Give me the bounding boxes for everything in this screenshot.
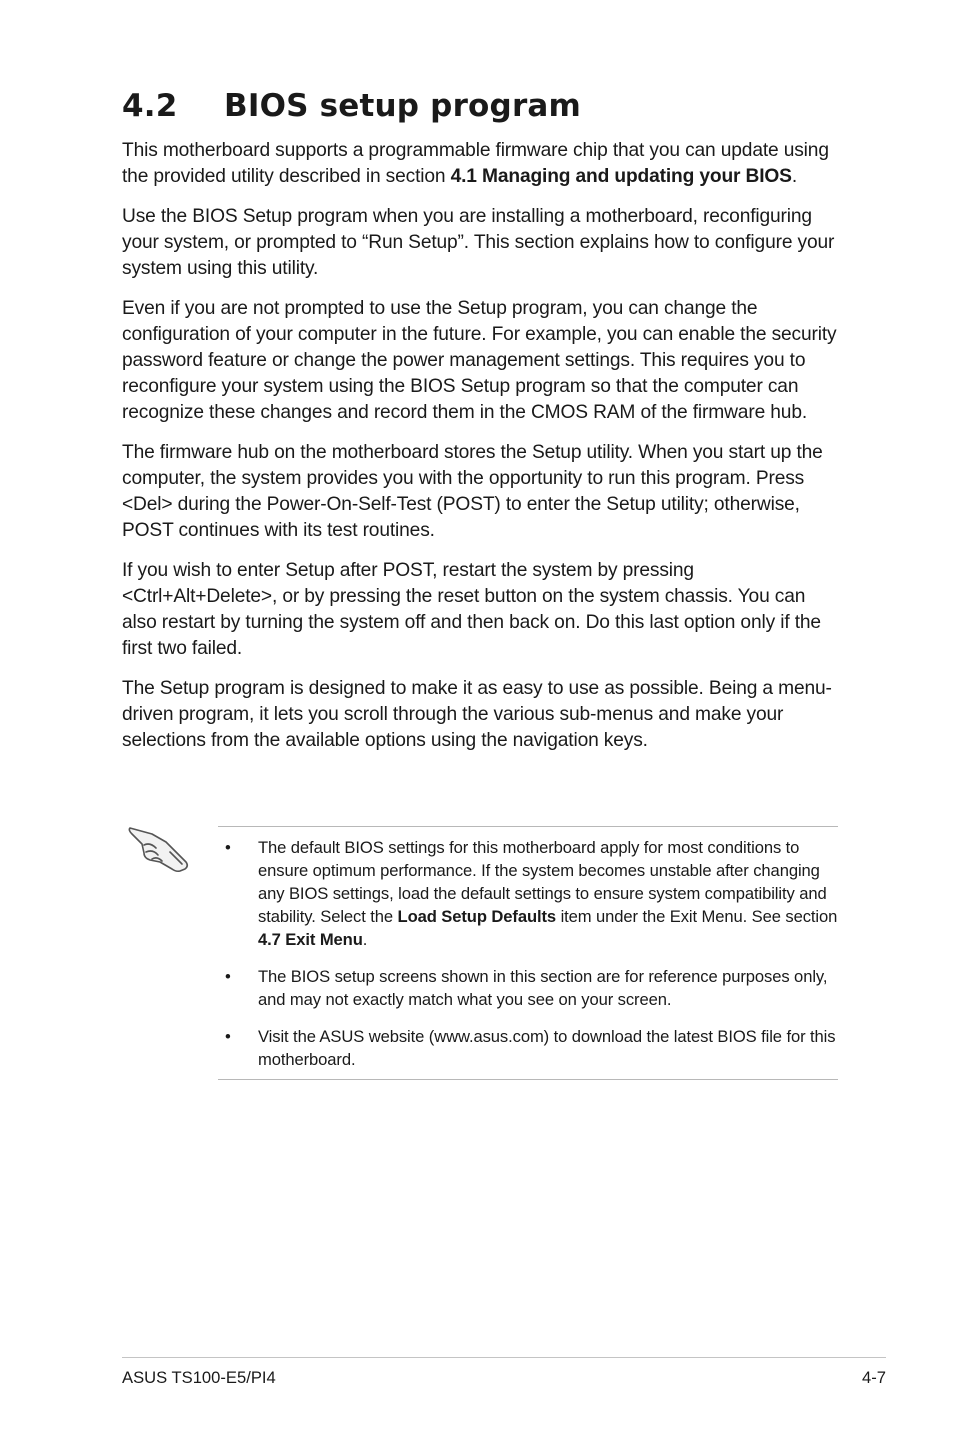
footer-divider: [122, 1357, 886, 1358]
note-item: [218, 965, 838, 1011]
bullet: •: [225, 838, 231, 857]
paragraph-3: Even if you are not prompted to use the Setup program, you can change the configuration of your computer in the future. For example, you can enable the security password feature or change the power management settings. This requires you to reconfigure your system using the BIOS Setup program so that the computer can recognize these changes and record them in the CMOS RAM of the firmware hub.: [122, 298, 837, 423]
load-setup-defaults-label: Load Setup Defaults: [397, 907, 557, 926]
note-item: [218, 1025, 838, 1071]
bullet: •: [225, 967, 231, 986]
paragraph-2: Use the BIOS Setup program when you are installing a motherboard, reconfiguring your system, or prompted to “Run Setup”. This section explains how to configure your system using this utility.: [122, 206, 835, 279]
note-box: [218, 826, 838, 1080]
exit-menu-reference: 4.7 Exit Menu: [258, 930, 363, 949]
paragraph-4: The firmware hub on the motherboard stores the Setup utility. When you start up the computer, the system provides you with the opportunity to run this program. Press <Del> during the Power-On-Self-Test (POST) to enter the Setup utility; otherwise, POST continues with its test routines.: [122, 442, 823, 541]
footer-page-number: 4-7: [862, 1368, 886, 1387]
body-text: [122, 138, 842, 768]
paragraph-1: [122, 138, 842, 190]
paragraph-6: The Setup program is designed to make it as easy to use as possible. Being a menu-driven program, it lets you scroll through the various sub-menus and make your selections from the available options using the navigation keys.: [122, 678, 832, 751]
section-reference: 4.1 Managing and updating your BIOS: [450, 166, 792, 187]
pointing-hand-icon: [126, 822, 192, 874]
note-item: [218, 836, 838, 951]
note-item-1-text-cont: item under the Exit Menu. See section: [556, 907, 838, 926]
section-title: BIOS setup program: [224, 88, 582, 124]
paragraph-5: If you wish to enter Setup after POST, restart the system by pressing <Ctrl+Alt+Delete>, or by pressing the reset button on the system chassis. You can also restart by turning the system off and then back on. Do this last option only if the first two failed.: [122, 560, 821, 659]
footer-product-name: ASUS TS100-E5/PI4: [122, 1368, 276, 1387]
paragraph-1-text: This motherboard supports a programmable firmware chip that you can update using the provided utility described in section: [122, 140, 829, 187]
note-item-3-text: Visit the ASUS website (www.asus.com) to download the latest BIOS file for this motherboard.: [258, 1027, 836, 1069]
note-item-1-end: .: [362, 930, 368, 949]
note-item-2-text: The BIOS setup screens shown in this section are for reference purposes only, and may not exactly match what you see on your screen.: [258, 967, 828, 1009]
section-heading: [122, 86, 581, 126]
paragraph-1-end: .: [791, 166, 798, 187]
bullet: •: [225, 1027, 231, 1046]
note-item-1-text: The default BIOS settings for this motherboard apply for most conditions to ensure optimum performance. If the system becomes unstable after changing any BIOS settings, load the default settings to ensure system compatibility and stability. Select the: [258, 838, 827, 926]
section-number: 4.2: [122, 88, 178, 124]
